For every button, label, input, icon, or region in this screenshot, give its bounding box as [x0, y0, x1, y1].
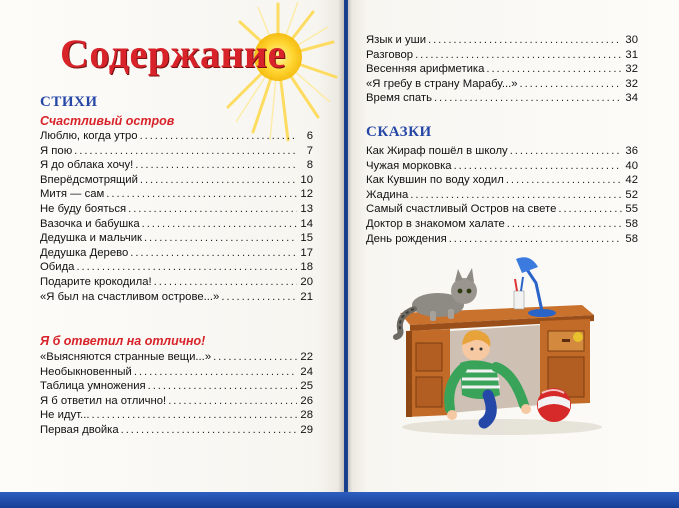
toc-row[interactable]: [40, 130, 313, 145]
toc-page: 34: [625, 92, 638, 105]
toc-row[interactable]: [366, 218, 638, 233]
toc-list-excellent: [40, 351, 313, 439]
toc-row[interactable]: [40, 232, 313, 247]
toc-row[interactable]: [366, 174, 638, 189]
toc-list-poems-continued: [366, 34, 638, 107]
page-title: Содержание: [60, 31, 286, 76]
toc-row[interactable]: [40, 174, 313, 189]
toc-page: 55: [625, 203, 638, 216]
toc-page: 31: [625, 48, 638, 61]
toc-page: 24: [300, 365, 313, 378]
toc-title: Первая двойка: [40, 423, 119, 436]
toc-row[interactable]: [366, 160, 638, 175]
toc-title: Разговор: [366, 48, 414, 61]
toc-title: Необыкновенный: [40, 365, 132, 378]
toc-list-happy-island: [40, 130, 313, 305]
left-page: [0, 0, 344, 494]
toc-row[interactable]: [40, 188, 313, 203]
section-heading-tales: СКАЗКИ: [366, 124, 432, 140]
toc-page: 32: [625, 77, 638, 90]
toc-page: 13: [300, 202, 313, 215]
toc-row[interactable]: [366, 63, 638, 78]
toc-title: Люблю, когда утро: [40, 130, 138, 142]
toc-title: Весенняя арифметика: [366, 63, 485, 76]
toc-row[interactable]: [40, 366, 313, 381]
toc-list-tales: [366, 145, 638, 247]
toc-row[interactable]: [40, 203, 313, 218]
toc-row[interactable]: [40, 395, 313, 410]
section-heading-poems: СТИХИ: [40, 94, 98, 110]
toc-row[interactable]: [40, 247, 313, 262]
toc-title: Самый счастливый Остров на свете: [366, 203, 557, 216]
toc-row[interactable]: [366, 78, 638, 93]
book-spine: [338, 0, 352, 494]
toc-title: Я б ответил на отлично!: [40, 394, 167, 407]
toc-page: 29: [300, 423, 313, 436]
toc-row[interactable]: [40, 159, 313, 174]
toc-title: Дедушка Дерево: [40, 246, 129, 259]
toc-page: 21: [300, 290, 313, 303]
toc-title: «Выясняются странные вещи...»: [40, 351, 212, 363]
toc-title: Жадина: [366, 188, 409, 201]
toc-page: 32: [625, 63, 638, 76]
book-cover-edge: [0, 492, 679, 508]
toc-title: Обида: [40, 261, 75, 274]
toc-title: Вазочка и бабушка: [40, 217, 140, 230]
toc-page: 6: [306, 130, 313, 142]
toc-title: Доктор в знакомом халате: [366, 217, 505, 230]
toc-page: 28: [300, 409, 313, 422]
toc-title: Время спать: [366, 92, 432, 105]
toc-row[interactable]: [40, 351, 313, 366]
toc-row[interactable]: [40, 145, 313, 160]
toc-title: Не буду бояться: [40, 202, 127, 215]
toc-title: «Я гребу в страну Марабу...»: [366, 77, 518, 90]
toc-title: Таблица умножения: [40, 380, 146, 393]
toc-page: 40: [625, 159, 638, 172]
toc-page: 26: [300, 394, 313, 407]
toc-title: Чужая морковка: [366, 159, 452, 172]
toc-title: День рождения: [366, 232, 447, 245]
toc-page: 36: [625, 145, 638, 157]
toc-title: Я пою: [40, 144, 73, 157]
ball-icon: [537, 388, 571, 422]
toc-page: 15: [300, 232, 313, 245]
toc-page: 52: [625, 188, 638, 201]
toc-title: Вперёдсмотрящий: [40, 173, 138, 186]
boy-illustration: [392, 255, 612, 440]
toc-row[interactable]: [40, 409, 313, 424]
toc-row[interactable]: [40, 380, 313, 395]
toc-row[interactable]: [366, 34, 638, 49]
toc-title: Как Кувшин по воду ходил: [366, 174, 504, 187]
toc-page: 8: [306, 159, 313, 172]
toc-row[interactable]: [366, 92, 638, 107]
toc-page: 7: [306, 144, 313, 157]
toc-title: Дедушка и мальчик: [40, 232, 142, 245]
toc-page: 58: [625, 232, 638, 245]
toc-title: «Я был на счастливом острове...»: [40, 290, 220, 303]
toc-page: 58: [625, 217, 638, 230]
toc-row[interactable]: [40, 276, 313, 291]
toc-row[interactable]: [40, 291, 313, 306]
toc-page: 25: [300, 380, 313, 393]
toc-page: 14: [300, 217, 313, 230]
toc-page: 30: [625, 34, 638, 46]
toc-title: Как Жираф пошёл в школу: [366, 145, 508, 157]
toc-title: Язык и уши: [366, 34, 427, 46]
toy-icon: [573, 332, 583, 342]
toc-row[interactable]: [366, 189, 638, 204]
toc-page: 12: [300, 188, 313, 201]
toc-title: Я до облака хочу!: [40, 159, 134, 172]
toc-row[interactable]: [366, 203, 638, 218]
toc-title: Митя — сам: [40, 188, 105, 201]
toc-title: Подарите крокодила!: [40, 275, 152, 288]
toc-title: Не идут...: [40, 409, 90, 422]
toc-page: 42: [625, 174, 638, 187]
toc-row[interactable]: [366, 233, 638, 248]
toc-page: 22: [300, 351, 313, 363]
toc-page: 18: [300, 261, 313, 274]
group-heading-happy-island: Счастливый остров: [40, 114, 175, 128]
toc-page: 20: [300, 275, 313, 288]
toc-row[interactable]: [40, 424, 313, 439]
toc-row[interactable]: [366, 145, 638, 160]
toc-row[interactable]: [366, 49, 638, 64]
toc-row[interactable]: [40, 261, 313, 276]
group-heading-excellent: Я б ответил на отлично!: [40, 334, 206, 348]
toc-page: 10: [300, 173, 313, 186]
toc-page: 17: [300, 246, 313, 259]
toc-row[interactable]: [40, 218, 313, 233]
